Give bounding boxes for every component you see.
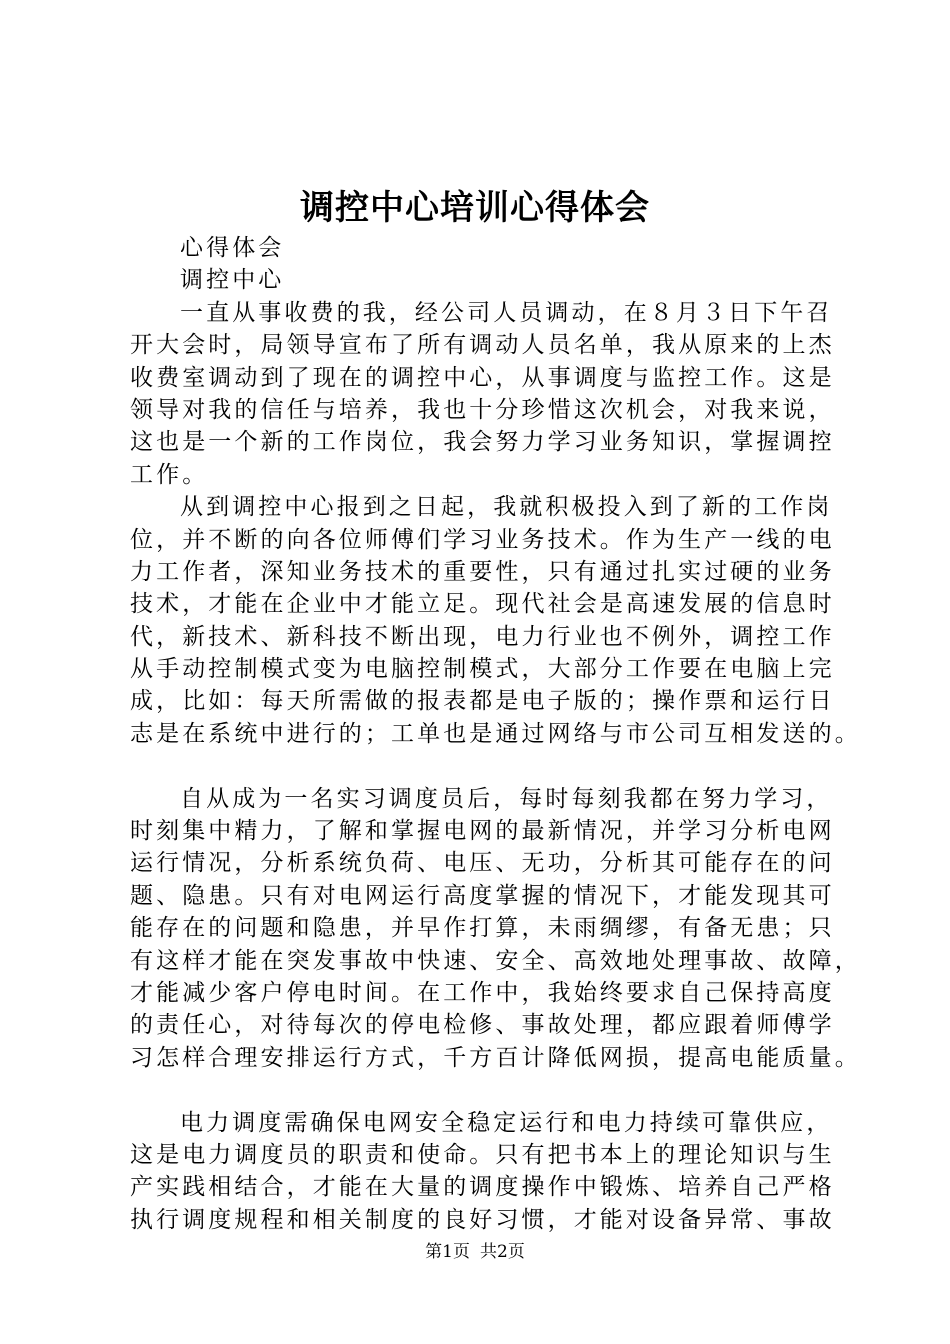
page-total: 共2页 bbox=[480, 1242, 525, 1262]
text-line: 领导对我的信任与培养，我也十分珍惜这次机会，对我来说， bbox=[130, 396, 835, 423]
paragraph-gap bbox=[130, 750, 850, 782]
paragraph-3 bbox=[130, 783, 861, 1075]
document-title: 调控中心培训心得体会 bbox=[300, 188, 650, 228]
text-line: 志是在系统中进行的；工单也是通过网络与市公司互相发送的。 bbox=[130, 720, 861, 747]
text-line: 这也是一个新的工作岗位，我会努力学习业务知识，掌握调控 bbox=[130, 429, 835, 456]
text-line: 才能减少客户停电时间。在工作中，我始终要求自己保持高度 bbox=[130, 979, 835, 1006]
text-line: 力工作者，深知业务技术的重要性，只有通过扎实过硬的业务 bbox=[130, 558, 835, 585]
page-footer bbox=[0, 1240, 950, 1264]
text-line: 能存在的问题和隐患，并早作打算，未雨绸缪，有备无患；只 bbox=[130, 915, 835, 942]
paragraph-gap bbox=[130, 1074, 850, 1106]
text-line: 收费室调动到了现在的调控中心，从事调度与监控工作。这是 bbox=[130, 364, 835, 391]
text-line: 这是电力调度员的职责和使命。只有把书本上的理论知识与生 bbox=[130, 1141, 835, 1168]
text-line: 工作。 bbox=[130, 461, 209, 488]
text-line: 产实践相结合，才能在大量的调度操作中锻炼、培养自己严格 bbox=[130, 1174, 835, 1201]
author-line: 调控中心 bbox=[180, 267, 285, 294]
text-line: 的责任心，对待每次的停电检修、事故处理，都应跟着师傅学 bbox=[130, 1012, 835, 1039]
text-line: 开大会时，局领导宣布了所有调动人员名单，我从原来的上杰 bbox=[130, 332, 835, 359]
text-line: 执行调度规程和相关制度的良好习惯，才能对设备异常、事故 bbox=[130, 1206, 835, 1233]
page-number: 第1页 bbox=[425, 1242, 470, 1262]
paragraph-4 bbox=[130, 1107, 850, 1237]
paragraph-1 bbox=[130, 297, 850, 491]
text-line: 一直从事收费的我，经公司人员调动，在８月３日下午召 bbox=[180, 299, 833, 326]
document-body bbox=[130, 232, 861, 1236]
text-line: 位，并不断的向各位师傅们学习业务技术。作为生产一线的电 bbox=[130, 526, 835, 553]
text-line: 技术，才能在企业中才能立足。现代社会是高速发展的信息时 bbox=[130, 591, 835, 618]
text-line: 电力调度需确保电网安全稳定运行和电力持续可靠供应， bbox=[180, 1109, 833, 1136]
text-line: 成，比如：每天所需做的报表都是电子版的；操作票和运行日 bbox=[130, 688, 835, 715]
text-line: 题、隐患。只有对电网运行高度掌握的情况下，才能发现其可 bbox=[130, 882, 835, 909]
text-line: 自从成为一名实习调度员后，每时每刻我都在努力学习， bbox=[180, 785, 833, 812]
text-line: 有这样才能在突发事故中快速、安全、高效地处理事故、故障， bbox=[130, 947, 861, 974]
text-line: 时刻集中精力，了解和掌握电网的最新情况，并学习分析电网 bbox=[130, 818, 835, 845]
subtitle-line: 心得体会 bbox=[180, 235, 285, 261]
text-line: 代，新技术、新科技不断出现，电力行业也不例外，调控工作 bbox=[130, 623, 835, 650]
text-line: 从手动控制模式变为电脑控制模式，大部分工作要在电脑上完 bbox=[130, 656, 835, 683]
paragraph-2 bbox=[130, 491, 861, 750]
text-line: 习怎样合理安排运行方式，千方百计降低网损，提高电能质量。 bbox=[130, 1044, 861, 1071]
text-line: 运行情况，分析系统负荷、电压、无功，分析其可能存在的问 bbox=[130, 850, 835, 877]
text-line: 从到调控中心报到之日起，我就积极投入到了新的工作岗 bbox=[180, 494, 833, 521]
